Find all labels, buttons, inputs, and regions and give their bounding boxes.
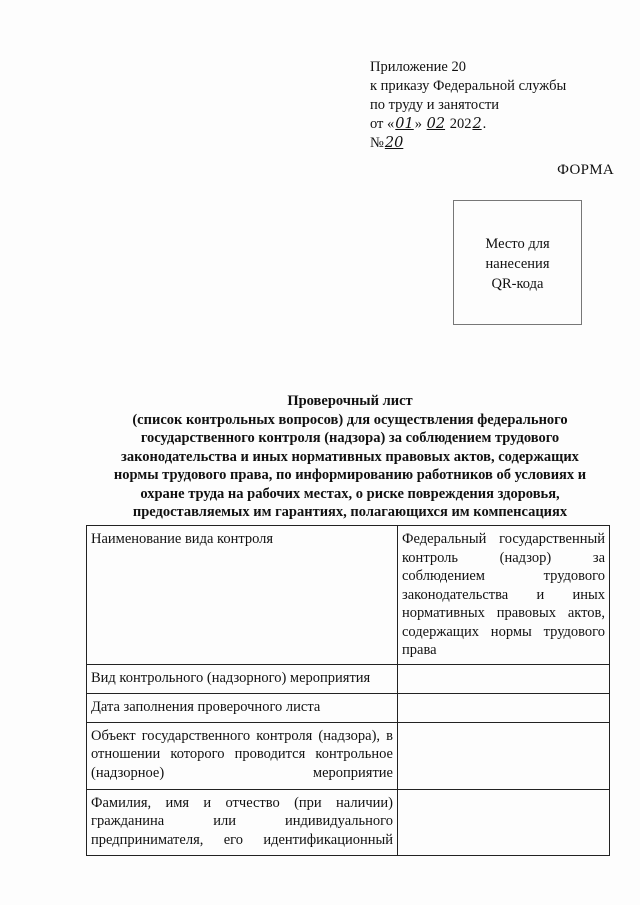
row-label-cell [87, 789, 398, 855]
title-line: нормы трудового права, по информированию работников об условиях и [113, 467, 587, 483]
appendix-date [370, 115, 566, 134]
title-line: законодательства и иных нормативных правовых актов, содержащих [121, 448, 579, 465]
row-label: Дата заполнения проверочного листа [87, 693, 398, 722]
document-title [80, 392, 620, 522]
qr-text-line-2: нанесения [485, 256, 550, 272]
table-row [87, 789, 610, 855]
appendix-number [370, 134, 566, 153]
appendix-order-line-2: по труду и занятости [370, 97, 500, 113]
title-line: предоставляемых им гарантиях, полагающихся им компенсациях [132, 504, 568, 520]
date-mid: » [414, 116, 422, 132]
date-month-handwritten: 02 [426, 116, 446, 132]
appendix-order-line: к приказу Федеральной службы [370, 78, 567, 94]
row-value: Федеральный государственный контроль (надзор) за соблюдением трудового законодательства и иных нормативных правовых актов, содержащих нормы трудового права [398, 526, 610, 665]
title-line: охране труда на рабочих местах, о риске повреждения здоровья, [140, 485, 560, 502]
table-row [87, 526, 610, 665]
date-day-handwritten: 01 [395, 116, 414, 132]
table-row [87, 664, 610, 693]
date-prefix: от « [370, 116, 395, 132]
number-handwritten: 20 [384, 135, 404, 151]
form-label: ФОРМА [557, 162, 614, 178]
qr-code-placeholder [453, 200, 582, 325]
date-suffix: . [482, 116, 487, 132]
number-sign: № [370, 135, 384, 151]
title-line: (список контрольных вопросов) для осуществления федерального [132, 411, 568, 428]
row-value-field[interactable] [398, 693, 610, 722]
row-label: Фамилия, имя и отчество (при наличии) гражданина или индивидуального предпринимателя, его идентификационный [91, 794, 393, 848]
appendix-header [370, 58, 566, 153]
table-row [87, 693, 610, 722]
row-label: Вид контрольного (надзорного) мероприятия [87, 664, 398, 693]
title-heading: Проверочный лист [287, 393, 413, 409]
row-label: Объект государственного контроля (надзора), в отношении которого проводится контрольное (надзорное) мероприятие [87, 722, 398, 789]
checklist-info-table [86, 525, 610, 856]
table-row [87, 722, 610, 789]
qr-text-line-3: QR-кода [491, 276, 544, 292]
row-label: Наименование вида контроля [87, 526, 398, 665]
row-value-field[interactable] [398, 789, 610, 855]
qr-text-line-1: Место для [485, 236, 550, 252]
date-year-handwritten: 2 [472, 116, 482, 132]
appendix-title: Приложение 20 [370, 59, 466, 75]
date-year-prefix: 202 [449, 116, 472, 132]
row-value-field[interactable] [398, 664, 610, 693]
title-line: государственного контроля (надзора) за соблюдением трудового [140, 430, 560, 446]
row-value-field[interactable] [398, 722, 610, 789]
